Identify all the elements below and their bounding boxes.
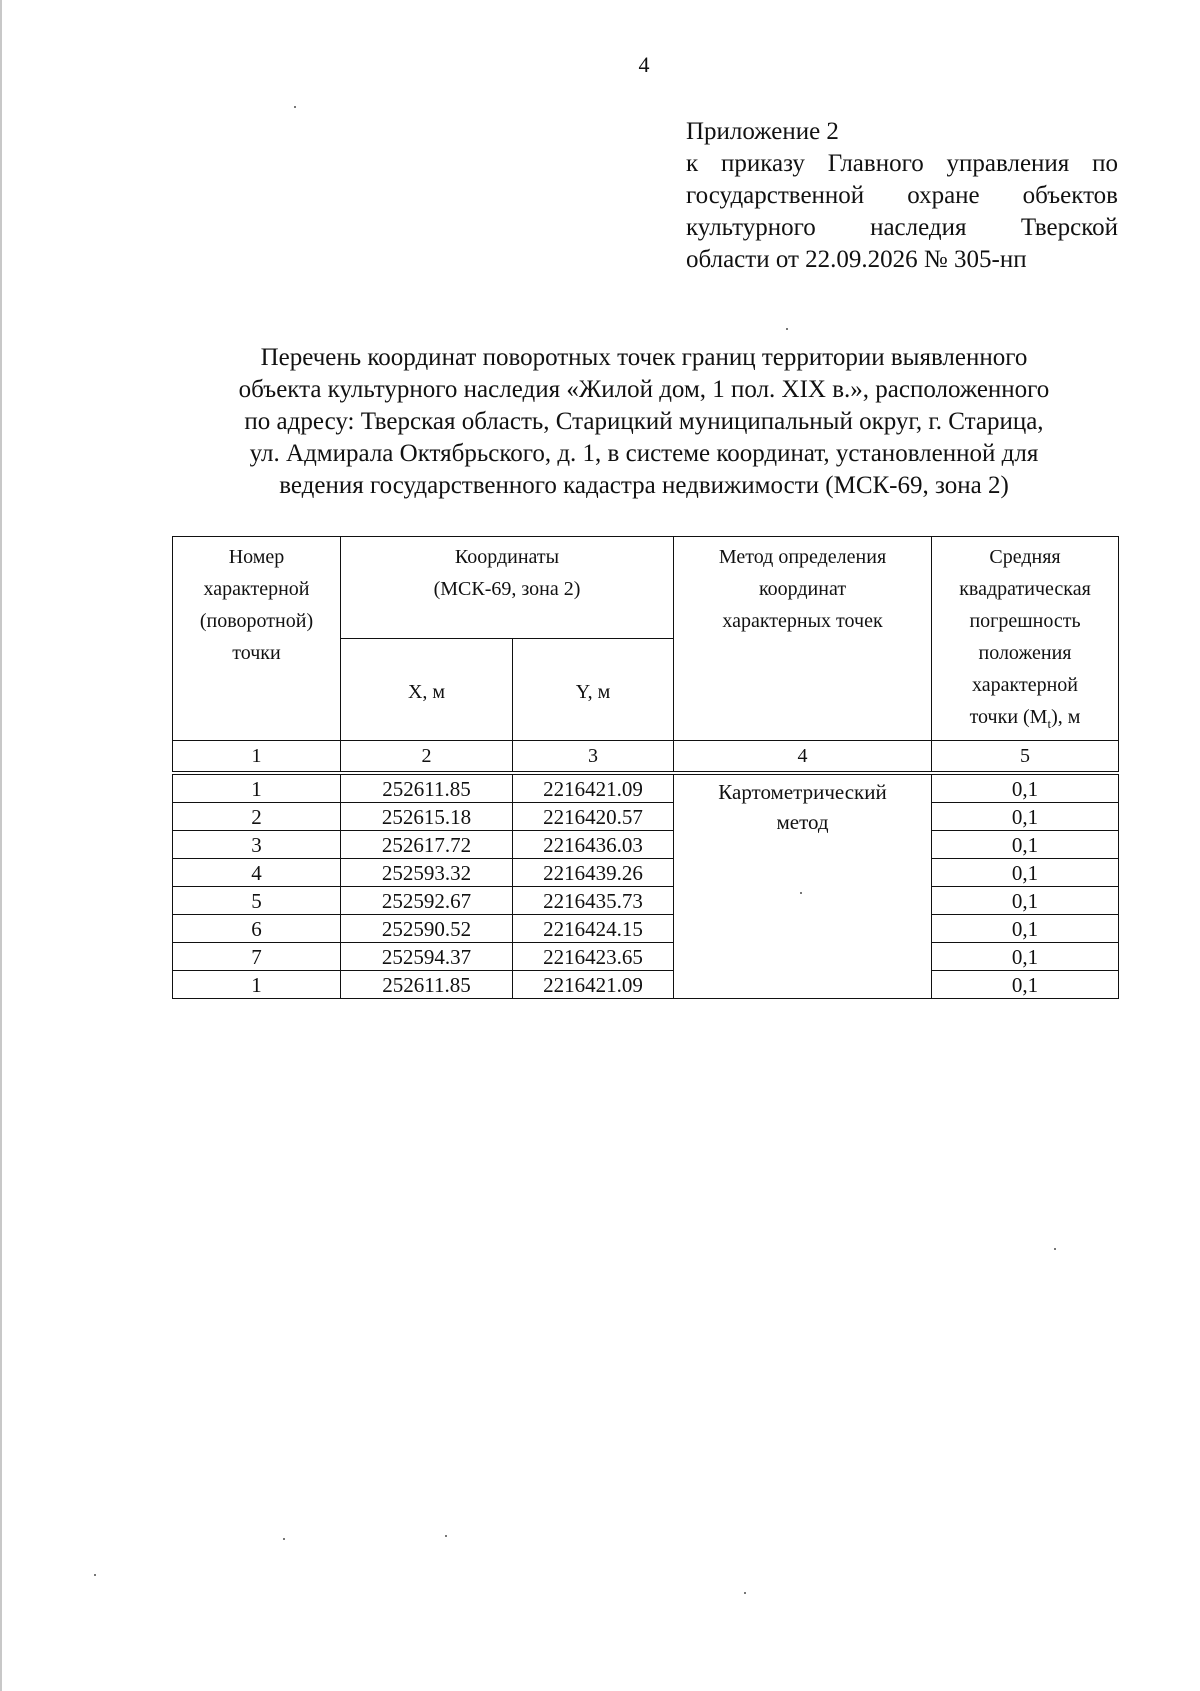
header-point-number-line: характерной — [203, 578, 310, 600]
cell-x: 252590.52 — [341, 915, 513, 943]
cell-error: 0,1 — [932, 915, 1119, 943]
appendix-line-3: государственной охране объектов — [686, 182, 1118, 209]
appendix-line-5: области от 22.09.2026 № 305-нп — [686, 246, 1027, 273]
column-number: 5 — [932, 741, 1119, 772]
title-line-3: по адресу: Тверская область, Старицкий муниципальный округ, г. Старица, — [244, 408, 1044, 435]
cell-y: 2216420.57 — [513, 803, 674, 831]
header-error-line: квадратическая — [959, 578, 1091, 600]
title-line-4: ул. Адмирала Октябрьского, д. 1, в системе координат, установленной для — [249, 440, 1039, 467]
coordinates-table — [172, 536, 1119, 999]
header-x: X, м — [341, 639, 513, 741]
header-method-line: координат — [758, 578, 847, 600]
cell-x: 252617.72 — [341, 831, 513, 859]
scan-speck — [786, 328, 788, 330]
cell-error: 0,1 — [932, 971, 1119, 999]
column-number: 3 — [513, 741, 674, 772]
header-coordinates — [341, 537, 674, 639]
appendix-line-2: к приказу Главного управления по — [686, 150, 1118, 177]
table-row — [173, 943, 1119, 971]
header-method — [674, 537, 932, 741]
header-method-line: Метод определения — [718, 546, 887, 568]
cell-error: 0,1 — [932, 887, 1119, 915]
title-line-5: ведения государственного кадастра недвижимости (МСК-69, зона 2) — [279, 472, 1009, 499]
scan-speck — [1054, 1248, 1056, 1250]
cell-y: 2216439.26 — [513, 859, 674, 887]
appendix-note — [686, 116, 1118, 276]
document-title — [170, 342, 1118, 502]
cell-error: 0,1 — [932, 775, 1119, 803]
header-error-subscript: t — [1047, 716, 1052, 731]
header-method-line: характерных точек — [722, 610, 883, 632]
header-error-part: ), м — [1051, 706, 1081, 728]
table-row — [173, 971, 1119, 999]
header-error-line — [932, 701, 1118, 740]
scan-speck — [283, 1538, 285, 1540]
cell-point: 6 — [173, 915, 341, 943]
header-point-number — [173, 537, 341, 741]
table-row — [173, 775, 1119, 803]
cell-error: 0,1 — [932, 803, 1119, 831]
scan-speck — [294, 106, 296, 108]
cell-point: 1 — [173, 775, 341, 803]
header-error-line: Средняя — [989, 546, 1061, 568]
cell-x: 252593.32 — [341, 859, 513, 887]
header-y: Y, м — [513, 639, 674, 741]
header-coordinates-line: (МСК-69, зона 2) — [433, 578, 581, 600]
page-edge — [0, 0, 2, 1691]
header-error-line: погрешность — [969, 610, 1081, 632]
cell-y: 2216424.15 — [513, 915, 674, 943]
method-line: метод — [776, 810, 829, 834]
cell-x: 252611.85 — [341, 775, 513, 803]
scan-speck — [445, 1535, 447, 1537]
scan-speck — [94, 1574, 96, 1576]
cell-error: 0,1 — [932, 859, 1119, 887]
header-error-line: положения — [978, 642, 1072, 664]
column-number: 1 — [173, 741, 341, 772]
table-row — [173, 915, 1119, 943]
header-point-number-line: Номер — [228, 546, 285, 568]
scan-speck — [800, 892, 802, 894]
table-row — [173, 859, 1119, 887]
method-line: Картометрический — [718, 780, 887, 804]
cell-error: 0,1 — [932, 943, 1119, 971]
header-point-number-line: (поворотной) — [199, 610, 314, 632]
cell-point: 5 — [173, 887, 341, 915]
header-error — [932, 537, 1119, 741]
cell-x: 252592.67 — [341, 887, 513, 915]
cell-point: 1 — [173, 971, 341, 999]
cell-x: 252611.85 — [341, 971, 513, 999]
header-coordinates-line: Координаты — [454, 546, 560, 568]
cell-point: 4 — [173, 859, 341, 887]
table-row — [173, 803, 1119, 831]
cell-y: 2216421.09 — [513, 775, 674, 803]
appendix-line-4: культурного наследия Тверской — [686, 214, 1118, 241]
header-error-line: характерной — [972, 674, 1078, 696]
cell-x: 252594.37 — [341, 943, 513, 971]
column-number-row — [173, 741, 1119, 772]
title-line-1: Перечень координат поворотных точек границ территории выявленного — [260, 344, 1028, 371]
column-number: 2 — [341, 741, 513, 772]
cell-method — [674, 775, 932, 999]
header-error-part: точки (M — [969, 706, 1048, 728]
cell-point: 3 — [173, 831, 341, 859]
cell-x: 252615.18 — [341, 803, 513, 831]
cell-error: 0,1 — [932, 831, 1119, 859]
cell-point: 7 — [173, 943, 341, 971]
cell-y: 2216423.65 — [513, 943, 674, 971]
appendix-line-1: Приложение 2 — [686, 118, 839, 145]
page-number: 4 — [638, 52, 650, 77]
scan-speck — [744, 1592, 746, 1594]
cell-point: 2 — [173, 803, 341, 831]
table-row — [173, 887, 1119, 915]
cell-y: 2216435.73 — [513, 887, 674, 915]
cell-y: 2216421.09 — [513, 971, 674, 999]
header-point-number-line: точки — [232, 642, 281, 664]
title-line-2: объекта культурного наследия «Жилой дом, 1 пол. XIX в.», расположенного — [238, 376, 1050, 403]
cell-y: 2216436.03 — [513, 831, 674, 859]
table-row — [173, 831, 1119, 859]
column-number: 4 — [674, 741, 932, 772]
